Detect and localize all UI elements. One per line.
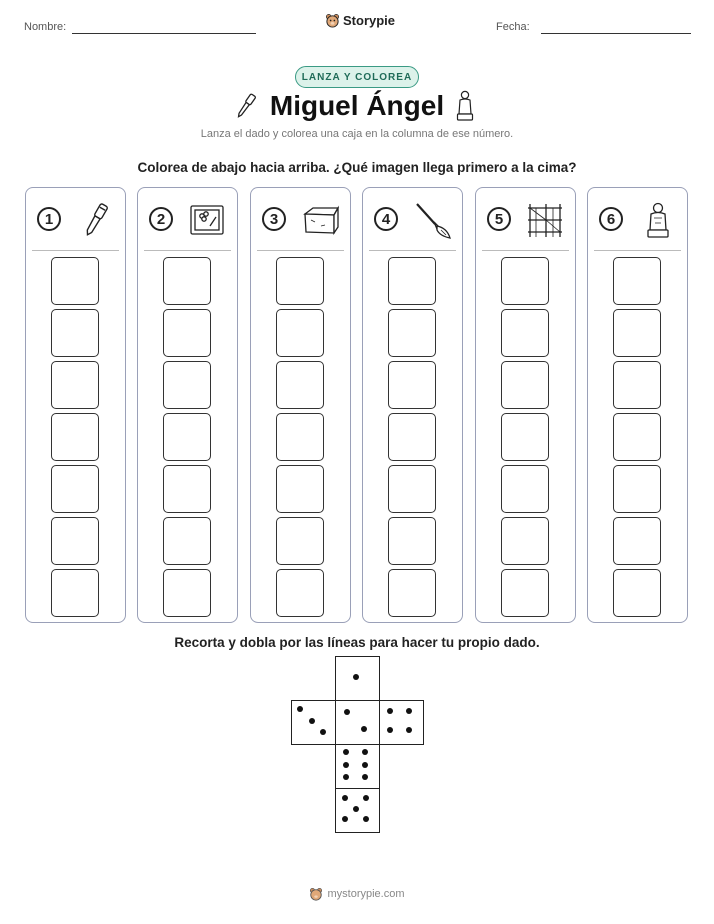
column-2 xyxy=(137,187,238,623)
color-box[interactable] xyxy=(501,569,549,617)
color-box[interactable] xyxy=(501,257,549,305)
color-box[interactable] xyxy=(163,569,211,617)
color-box[interactable] xyxy=(276,309,324,357)
bear-logo-icon xyxy=(325,13,340,28)
brand-name: Storypie xyxy=(343,13,396,28)
column-1 xyxy=(25,187,126,623)
color-box[interactable] xyxy=(501,517,549,565)
die-pip xyxy=(343,774,349,780)
color-box[interactable] xyxy=(388,465,436,513)
color-box[interactable] xyxy=(388,413,436,461)
color-box[interactable] xyxy=(613,569,661,617)
color-box[interactable] xyxy=(51,465,99,513)
color-box[interactable] xyxy=(501,465,549,513)
die-face-2 xyxy=(335,700,380,745)
color-box[interactable] xyxy=(501,413,549,461)
column-5 xyxy=(475,187,576,623)
die-pip xyxy=(362,774,368,780)
color-box[interactable] xyxy=(276,569,324,617)
marble-block-icon xyxy=(301,200,341,240)
bear-logo-icon xyxy=(309,887,323,901)
color-box[interactable] xyxy=(388,361,436,409)
column-number: 1 xyxy=(37,207,61,231)
color-box[interactable] xyxy=(388,309,436,357)
die-pip xyxy=(363,816,369,822)
die-pip xyxy=(406,727,412,733)
color-box[interactable] xyxy=(501,309,549,357)
color-box[interactable] xyxy=(276,465,324,513)
die-pip xyxy=(342,816,348,822)
column-6 xyxy=(587,187,688,623)
column-4 xyxy=(362,187,463,623)
die-pip xyxy=(343,762,349,768)
die-pip xyxy=(353,674,359,680)
name-line[interactable] xyxy=(72,33,256,34)
color-box[interactable] xyxy=(276,361,324,409)
color-box[interactable] xyxy=(163,465,211,513)
die-pip xyxy=(343,749,349,755)
color-box[interactable] xyxy=(501,361,549,409)
color-box[interactable] xyxy=(613,517,661,565)
color-box[interactable] xyxy=(51,361,99,409)
footer xyxy=(0,887,714,901)
color-box[interactable] xyxy=(51,257,99,305)
die-face-4 xyxy=(379,700,424,745)
die-pip xyxy=(387,708,393,714)
color-box[interactable] xyxy=(51,309,99,357)
color-box[interactable] xyxy=(388,517,436,565)
column-number: 5 xyxy=(487,207,511,231)
column-number: 4 xyxy=(374,207,398,231)
column-number: 2 xyxy=(149,207,173,231)
footer-url: mystorypie.com xyxy=(327,888,405,900)
die-pip xyxy=(309,718,315,724)
die-pip xyxy=(342,795,348,801)
chisel-icon xyxy=(76,200,116,240)
color-box[interactable] xyxy=(163,413,211,461)
die-pip xyxy=(362,762,368,768)
name-label: Nombre: xyxy=(24,21,67,33)
color-box[interactable] xyxy=(276,517,324,565)
color-box[interactable] xyxy=(163,309,211,357)
color-box[interactable] xyxy=(613,413,661,461)
color-box[interactable] xyxy=(163,517,211,565)
color-box[interactable] xyxy=(51,517,99,565)
die-pip xyxy=(344,709,350,715)
date-label: Fecha: xyxy=(496,21,530,33)
die-pip xyxy=(363,795,369,801)
page-title: Miguel Ángel xyxy=(269,90,445,121)
activity-badge: LANZA Y COLOREA xyxy=(295,66,419,88)
color-box[interactable] xyxy=(388,569,436,617)
die-face-3 xyxy=(291,700,336,745)
die-pip xyxy=(362,749,368,755)
date-line[interactable] xyxy=(541,33,691,34)
color-box[interactable] xyxy=(51,413,99,461)
die-pip xyxy=(297,706,303,712)
color-box[interactable] xyxy=(163,257,211,305)
column-3 xyxy=(250,187,351,623)
color-box[interactable] xyxy=(276,413,324,461)
brand-logo xyxy=(325,13,395,28)
scaffolding-icon xyxy=(526,200,566,240)
die-pip xyxy=(320,729,326,735)
statue-icon xyxy=(638,200,678,240)
color-box[interactable] xyxy=(51,569,99,617)
die-pip xyxy=(361,726,367,732)
color-box[interactable] xyxy=(388,257,436,305)
statue-title-icon xyxy=(454,90,476,122)
column-number: 6 xyxy=(599,207,623,231)
color-box[interactable] xyxy=(613,361,661,409)
color-box[interactable] xyxy=(613,257,661,305)
die-pip xyxy=(353,806,359,812)
color-box[interactable] xyxy=(613,309,661,357)
column-number: 3 xyxy=(262,207,286,231)
die-pip xyxy=(387,727,393,733)
die-face-6 xyxy=(335,744,380,789)
framed-painting-icon xyxy=(188,200,228,240)
instruction-text: Colorea de abajo hacia arriba. ¿Qué imagen llega primero a la cima? xyxy=(137,160,577,175)
color-box[interactable] xyxy=(163,361,211,409)
die-pip xyxy=(406,708,412,714)
page-subtitle: Lanza el dado y colorea una caja en la columna de ese número. xyxy=(200,128,514,140)
cut-instruction-text: Recorta y dobla por las líneas para hacer tu propio dado. xyxy=(174,635,540,650)
die-face-1 xyxy=(335,656,380,701)
color-box[interactable] xyxy=(276,257,324,305)
die-face-5 xyxy=(335,788,380,833)
color-box[interactable] xyxy=(613,465,661,513)
paintbrush-icon xyxy=(413,200,453,240)
